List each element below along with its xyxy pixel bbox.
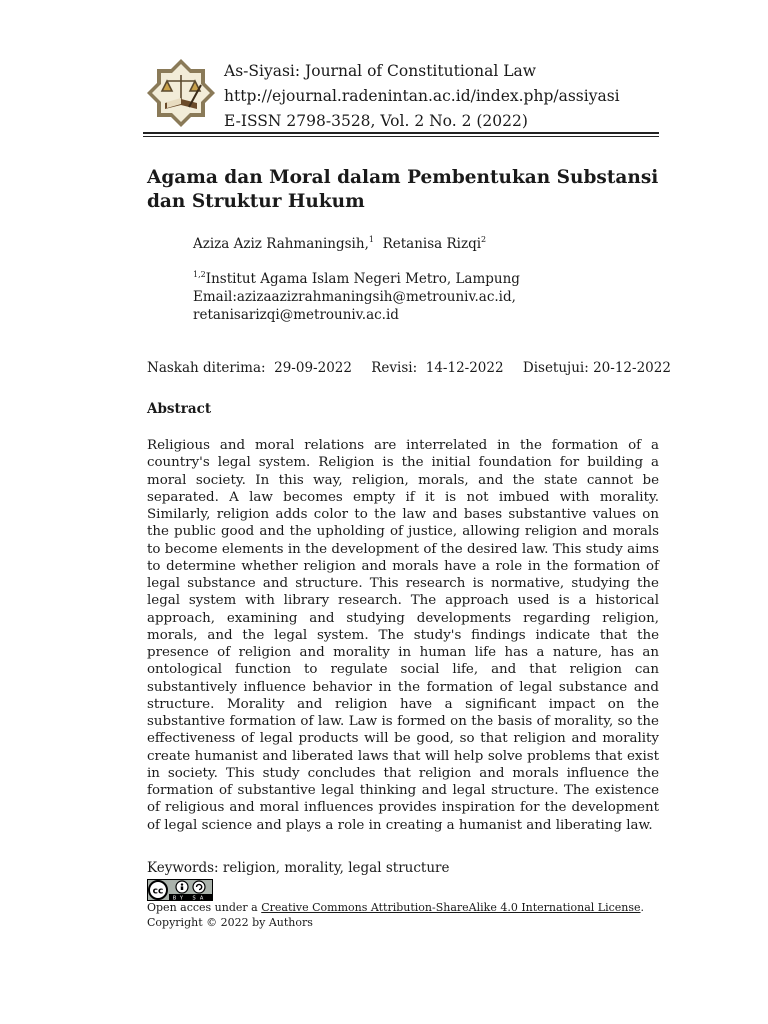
affiliation-sup: 1,2 — [193, 270, 206, 279]
license-prefix: Open acces under a — [147, 901, 262, 914]
affiliation-institution: Institut Agama Islam Negeri Metro, Lampung — [205, 271, 520, 287]
badge-text: BY SA — [172, 895, 208, 901]
date-received: Naskah diterima: 29-09-2022 — [147, 360, 352, 376]
journal-url[interactable]: http://ejournal.radenintan.ac.id/index.php/assiyasi — [224, 87, 620, 105]
date-accepted: Disetujui: 20-12-2022 — [522, 360, 671, 376]
journal-logo — [143, 55, 219, 131]
abstract-heading: Abstract — [147, 401, 212, 417]
journal-info — [224, 59, 620, 134]
affiliation-email-1[interactable]: Email:azizaazizrahmaningsih@metrouniv.ac.id, — [193, 289, 516, 305]
svg-text:cc: cc — [152, 886, 164, 897]
affiliation-institution-line — [193, 270, 520, 288]
header-rule-thick — [143, 132, 659, 134]
submission-dates — [147, 360, 686, 376]
date-revised: Revisi: 14-12-2022 — [371, 360, 504, 376]
author-2-sup: 2 — [481, 235, 487, 244]
copyright-line: Copyright © 2022 by Authors — [147, 916, 313, 929]
author-1: Aziza Aziz Rahmaningsih, — [193, 236, 369, 252]
license-link[interactable]: Creative Commons Attribution-ShareAlike 4.0 International License — [261, 901, 641, 914]
journal-issn: E-ISSN 2798-3528, Vol. 2 No. 2 (2022) — [224, 112, 528, 130]
license-line — [147, 900, 644, 915]
journal-name: As-Siyasi: Journal of Constitutional Law — [224, 62, 537, 80]
author-2: Retanisa Rizqi — [382, 236, 482, 252]
header-rule-thin — [143, 136, 659, 137]
author-list — [193, 236, 486, 252]
author-1-sup: 1 — [368, 235, 374, 244]
affiliation-block — [193, 270, 520, 324]
affiliation-email-2[interactable]: retanisarizqi@metrouniv.ac.id — [193, 307, 399, 323]
sa-icon — [193, 881, 205, 893]
abstract-body: Religious and moral relations are interrelated in the formation of a country's legal system. Religion is the initial foundation for building a moral society. In this way, religion, morals, and the state cannot be separated. A law becomes empty if it is not imbued with morality. Similarly, religion adds color to the law and bases substantive values on the public good and the upholding of justice, allowing religion and morals to become elements in the development of the desired law. This study aims to determine whether religion and morals have a role in the formation of legal substance and structure. This research is normative, studying the legal system with library research. The approach used is a historical approach, examining and studying developments regarding religion, morals, and the legal system. The study's findings indicate that the presence of religion and morality in human life has a nature, has an ontological function to regulate social life, and that religion can substantively influence behavior in the formation of legal substance and structure. Morality and religion have a significant impact on the substantive formation of law. Law is formed on the basis of morality, so the effectiveness of legal products will be good, so that religion and morality create humanist and liberated laws that will help solve problems that exist in society. This study concludes that religion and morals influence the formation of substantive legal thinking and legal structure. The existence of religious and moral influences provides inspiration for the development of legal science and plays a role in creating a humanist and liberating law. — [147, 438, 659, 833]
keywords: Keywords: religion, morality, legal structure — [147, 860, 450, 876]
license-suffix: . — [640, 901, 645, 914]
license-block — [147, 900, 644, 930]
journal-header — [143, 55, 659, 135]
cc-by-sa-badge[interactable] — [147, 879, 213, 901]
article-title: Agama dan Moral dalam Pembentukan Substansi dan Struktur Hukum — [147, 167, 659, 212]
